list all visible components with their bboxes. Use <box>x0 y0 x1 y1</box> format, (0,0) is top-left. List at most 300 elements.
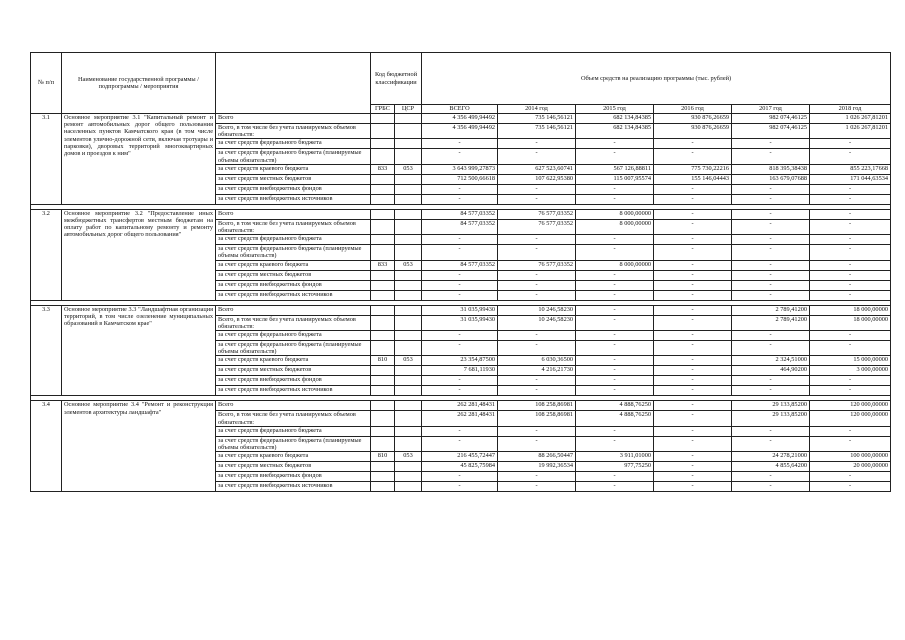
activity-number: 3.4 <box>31 401 62 492</box>
csr-code <box>395 124 422 139</box>
grbs-code <box>371 245 395 260</box>
csr-code: 053 <box>395 452 422 462</box>
blank-header <box>216 53 371 105</box>
amount-cell: - <box>810 219 891 234</box>
amount-cell: - <box>810 209 891 219</box>
amount-cell: 4 855,64200 <box>732 462 810 472</box>
amount-cell: - <box>422 436 498 451</box>
grbs-code <box>371 219 395 234</box>
grbs-code <box>371 315 395 330</box>
csr-code <box>395 436 422 451</box>
amount-cell: - <box>654 401 732 411</box>
csr-code <box>395 386 422 396</box>
amount-cell: 6 030,36500 <box>498 356 576 366</box>
grbs-code <box>371 139 395 149</box>
csr-code <box>395 411 422 426</box>
col-num-header: № п/п <box>31 53 62 114</box>
amount-cell: - <box>732 235 810 245</box>
amount-cell: 464,90200 <box>732 366 810 376</box>
csr-code <box>395 472 422 482</box>
grbs-code: 810 <box>371 452 395 462</box>
amount-cell: - <box>498 386 576 396</box>
amount-cell: - <box>810 386 891 396</box>
csr-code <box>395 270 422 280</box>
amount-cell: - <box>810 194 891 204</box>
amount-cell: - <box>498 426 576 436</box>
activity-name: Основное мероприятие 3.2 "Предоставление иных межбюджетных трансфертов местным бюджетам на оплату работ по капитальному ремонту и ремонту автомобильных дорог общего пользования" <box>62 209 216 300</box>
funding-source-label: за счет средств местных бюджетов <box>216 270 371 280</box>
amount-cell: - <box>422 341 498 356</box>
amount-cell: - <box>422 376 498 386</box>
amount-cell: - <box>654 235 732 245</box>
amount-cell: - <box>576 315 654 330</box>
amount-cell: 171 044,63534 <box>810 174 891 184</box>
amount-cell: - <box>576 280 654 290</box>
amount-cell: 8 000,00000 <box>576 260 654 270</box>
amount-cell: - <box>576 270 654 280</box>
amount-cell: 712 500,66618 <box>422 174 498 184</box>
amount-cell: 108 258,86981 <box>498 401 576 411</box>
amount-cell: - <box>498 280 576 290</box>
amount-cell: 4 216,21730 <box>498 366 576 376</box>
amount-cell: - <box>810 426 891 436</box>
amount-cell: - <box>810 235 891 245</box>
table-row <box>31 305 891 315</box>
amount-cell: - <box>654 436 732 451</box>
amount-cell: - <box>654 462 732 472</box>
grbs-code <box>371 472 395 482</box>
amount-cell: - <box>576 426 654 436</box>
grbs-code <box>371 235 395 245</box>
amount-cell: 108 258,86981 <box>498 411 576 426</box>
funding-source-label: за счет средств местных бюджетов <box>216 174 371 184</box>
activity-number: 3.3 <box>31 305 62 396</box>
grbs-code <box>371 341 395 356</box>
grbs-code <box>371 426 395 436</box>
amount-cell: - <box>498 149 576 164</box>
csr-code <box>395 174 422 184</box>
csr-code <box>395 462 422 472</box>
funding-source-label: Всего, в том числе без учета планируемых объемов обязательств: <box>216 411 371 426</box>
amount-cell: - <box>654 260 732 270</box>
funding-source-label: Всего, в том числе без учета планируемых объемов обязательств: <box>216 315 371 330</box>
grbs-code <box>371 290 395 300</box>
amount-cell: - <box>810 149 891 164</box>
amount-cell: - <box>654 452 732 462</box>
amount-cell: 3 643 999,27873 <box>422 164 498 174</box>
grbs-code <box>371 149 395 164</box>
amount-cell: - <box>732 245 810 260</box>
amount-cell: - <box>654 315 732 330</box>
grbs-code <box>371 436 395 451</box>
grbs-code: 810 <box>371 356 395 366</box>
amount-cell: - <box>732 270 810 280</box>
csr-code <box>395 280 422 290</box>
amount-cell: - <box>576 436 654 451</box>
blank-subheader <box>216 105 371 114</box>
col-csr-header: ЦСР <box>395 105 422 114</box>
amount-cell: - <box>576 472 654 482</box>
amount-cell: 8 000,00000 <box>576 219 654 234</box>
amount-cell: - <box>498 472 576 482</box>
amount-cell: 88 266,50447 <box>498 452 576 462</box>
amount-cell: - <box>576 386 654 396</box>
table-row <box>31 114 891 124</box>
amount-cell: 1 026 267,81201 <box>810 124 891 139</box>
csr-code <box>395 376 422 386</box>
amount-cell: - <box>732 139 810 149</box>
amount-cell: 4 356 499,94492 <box>422 124 498 139</box>
amount-cell: - <box>732 482 810 492</box>
funding-source-label: Всего <box>216 209 371 219</box>
amount-cell: 84 577,03352 <box>422 260 498 270</box>
amount-cell: 100 000,00000 <box>810 452 891 462</box>
amount-cell: - <box>654 270 732 280</box>
amount-cell: - <box>810 331 891 341</box>
amount-cell: 29 133,85200 <box>732 401 810 411</box>
amount-cell: 735 146,56121 <box>498 114 576 124</box>
amount-cell: 31 035,99430 <box>422 305 498 315</box>
amount-cell: - <box>654 376 732 386</box>
amount-cell: 2 324,51000 <box>732 356 810 366</box>
amount-cell: - <box>810 260 891 270</box>
funding-source-label: за счет средств внебюджетных фондов <box>216 184 371 194</box>
funding-source-label: за счет средств федерального бюджета (планируемые объемы обязательств) <box>216 245 371 260</box>
table-row <box>31 209 891 219</box>
col-volume-header: Объем средств на реализацию программы (тыс. рублей) <box>422 53 891 105</box>
amount-cell: - <box>810 290 891 300</box>
amount-cell: - <box>498 184 576 194</box>
csr-code <box>395 401 422 411</box>
amount-cell: - <box>654 386 732 396</box>
budget-table-sheet <box>30 52 890 492</box>
grbs-code <box>371 114 395 124</box>
amount-cell: - <box>422 270 498 280</box>
amount-cell: 977,75250 <box>576 462 654 472</box>
col-year-header: ВСЕГО <box>422 105 498 114</box>
amount-cell: - <box>654 194 732 204</box>
amount-cell: - <box>498 139 576 149</box>
grbs-code <box>371 401 395 411</box>
funding-source-label: Всего, в том числе без учета планируемых объемов обязательств: <box>216 124 371 139</box>
amount-cell: 682 134,84385 <box>576 114 654 124</box>
funding-source-label: за счет средств федерального бюджета (планируемые объемы обязательств) <box>216 436 371 451</box>
amount-cell: - <box>654 366 732 376</box>
grbs-code <box>371 270 395 280</box>
csr-code <box>395 290 422 300</box>
header-row-1 <box>31 53 891 105</box>
col-year-header: 2018 год <box>810 105 891 114</box>
grbs-code <box>371 462 395 472</box>
csr-code <box>395 341 422 356</box>
csr-code <box>395 149 422 164</box>
amount-cell: - <box>576 245 654 260</box>
amount-cell: - <box>422 331 498 341</box>
amount-cell: - <box>732 472 810 482</box>
amount-cell: - <box>576 341 654 356</box>
csr-code <box>395 426 422 436</box>
funding-source-label: за счет средств федерального бюджета (планируемые объемы обязательств) <box>216 149 371 164</box>
amount-cell: - <box>732 194 810 204</box>
funding-source-label: за счет средств внебюджетных источников <box>216 290 371 300</box>
amount-cell: - <box>576 305 654 315</box>
amount-cell: - <box>654 411 732 426</box>
amount-cell: 216 455,72447 <box>422 452 498 462</box>
amount-cell: - <box>732 290 810 300</box>
amount-cell: 4 888,76250 <box>576 401 654 411</box>
amount-cell: 18 000,00000 <box>810 305 891 315</box>
csr-code <box>395 139 422 149</box>
funding-source-label: за счет средств местных бюджетов <box>216 366 371 376</box>
amount-cell: 163 679,07688 <box>732 174 810 184</box>
amount-cell: 3 911,01000 <box>576 452 654 462</box>
amount-cell: - <box>422 386 498 396</box>
amount-cell: - <box>654 219 732 234</box>
amount-cell: 1 026 267,81201 <box>810 114 891 124</box>
amount-cell: 4 356 499,94492 <box>422 114 498 124</box>
amount-cell: 4 888,76250 <box>576 411 654 426</box>
amount-cell: 567 126,88811 <box>576 164 654 174</box>
amount-cell: 15 000,00000 <box>810 356 891 366</box>
funding-source-label: Всего <box>216 401 371 411</box>
amount-cell: 19 992,36534 <box>498 462 576 472</box>
amount-cell: 855 223,17668 <box>810 164 891 174</box>
amount-cell: - <box>422 482 498 492</box>
amount-cell: - <box>576 331 654 341</box>
funding-source-label: за счет средств краевого бюджета <box>216 164 371 174</box>
csr-code <box>395 366 422 376</box>
amount-cell: - <box>422 149 498 164</box>
csr-code: 053 <box>395 164 422 174</box>
activity-name: Основное мероприятие 3.4 "Ремонт и реконструкция элементов архитектуры ландшафта" <box>62 401 216 492</box>
amount-cell: - <box>654 149 732 164</box>
amount-cell: - <box>810 184 891 194</box>
amount-cell: 775 730,22216 <box>654 164 732 174</box>
csr-code <box>395 331 422 341</box>
amount-cell: - <box>422 184 498 194</box>
col-year-header: 2016 год <box>654 105 732 114</box>
amount-cell: - <box>576 149 654 164</box>
amount-cell: - <box>498 245 576 260</box>
amount-cell: - <box>422 280 498 290</box>
col-grbs-header: ГРБС <box>371 105 395 114</box>
amount-cell: - <box>422 139 498 149</box>
amount-cell: - <box>576 235 654 245</box>
grbs-code <box>371 174 395 184</box>
funding-source-label: за счет средств федерального бюджета <box>216 139 371 149</box>
col-year-header: 2017 год <box>732 105 810 114</box>
table-row <box>31 401 891 411</box>
amount-cell: - <box>732 219 810 234</box>
amount-cell: - <box>732 280 810 290</box>
amount-cell: 45 825,75984 <box>422 462 498 472</box>
grbs-code <box>371 376 395 386</box>
col-name-header: Наименование государственной программы / подпрограммы / мероприятия <box>62 53 216 114</box>
csr-code <box>395 184 422 194</box>
amount-cell: - <box>654 245 732 260</box>
amount-cell: 20 000,00000 <box>810 462 891 472</box>
csr-code <box>395 315 422 330</box>
csr-code <box>395 194 422 204</box>
amount-cell: - <box>654 184 732 194</box>
amount-cell: 10 246,58230 <box>498 315 576 330</box>
activity-number: 3.2 <box>31 209 62 300</box>
amount-cell: - <box>732 209 810 219</box>
amount-cell: 24 278,21000 <box>732 452 810 462</box>
amount-cell: - <box>654 139 732 149</box>
funding-source-label: за счет средств внебюджетных фондов <box>216 472 371 482</box>
amount-cell: 84 577,03352 <box>422 219 498 234</box>
csr-code <box>395 209 422 219</box>
amount-cell: - <box>576 194 654 204</box>
amount-cell: 107 622,95380 <box>498 174 576 184</box>
csr-code <box>395 482 422 492</box>
grbs-code <box>371 386 395 396</box>
csr-code: 053 <box>395 260 422 270</box>
grbs-code: 833 <box>371 164 395 174</box>
grbs-code <box>371 194 395 204</box>
amount-cell: - <box>654 305 732 315</box>
amount-cell: - <box>576 356 654 366</box>
amount-cell: - <box>422 290 498 300</box>
amount-cell: 76 577,03352 <box>498 219 576 234</box>
amount-cell: - <box>576 139 654 149</box>
amount-cell: - <box>732 341 810 356</box>
amount-cell: - <box>422 426 498 436</box>
amount-cell: - <box>810 270 891 280</box>
amount-cell: 31 035,99430 <box>422 315 498 330</box>
amount-cell: - <box>732 184 810 194</box>
amount-cell: - <box>576 290 654 300</box>
amount-cell: 930 876,26659 <box>654 114 732 124</box>
amount-cell: 18 000,00000 <box>810 315 891 330</box>
amount-cell: 29 133,85200 <box>732 411 810 426</box>
amount-cell: - <box>654 482 732 492</box>
amount-cell: - <box>654 426 732 436</box>
grbs-code <box>371 209 395 219</box>
amount-cell: - <box>498 341 576 356</box>
amount-cell: - <box>810 245 891 260</box>
amount-cell: - <box>498 290 576 300</box>
amount-cell: - <box>810 376 891 386</box>
amount-cell: 155 146,04443 <box>654 174 732 184</box>
funding-source-label: за счет средств внебюджетных источников <box>216 386 371 396</box>
amount-cell: 76 577,03352 <box>498 260 576 270</box>
funding-source-label: за счет средств краевого бюджета <box>216 452 371 462</box>
grbs-code <box>371 366 395 376</box>
grbs-code <box>371 331 395 341</box>
funding-source-label: за счет средств внебюджетных фондов <box>216 280 371 290</box>
amount-cell: 120 000,00000 <box>810 411 891 426</box>
amount-cell: - <box>732 376 810 386</box>
amount-cell: - <box>654 472 732 482</box>
funding-source-label: за счет средств внебюджетных источников <box>216 482 371 492</box>
amount-cell: 8 000,00000 <box>576 209 654 219</box>
amount-cell: - <box>498 376 576 386</box>
csr-code: 053 <box>395 356 422 366</box>
amount-cell: 930 876,26659 <box>654 124 732 139</box>
funding-source-label: за счет средств краевого бюджета <box>216 356 371 366</box>
funding-source-label: Всего <box>216 305 371 315</box>
csr-code <box>395 305 422 315</box>
amount-cell: 23 354,87500 <box>422 356 498 366</box>
funding-source-label: Всего, в том числе без учета планируемых объемов обязательств: <box>216 219 371 234</box>
amount-cell: - <box>498 482 576 492</box>
amount-cell: - <box>498 235 576 245</box>
amount-cell: - <box>498 436 576 451</box>
amount-cell: 818 395,38438 <box>732 164 810 174</box>
amount-cell: - <box>422 235 498 245</box>
amount-cell: - <box>654 209 732 219</box>
amount-cell: - <box>422 194 498 204</box>
amount-cell: 10 246,58230 <box>498 305 576 315</box>
amount-cell: - <box>732 260 810 270</box>
amount-cell: 2 789,41200 <box>732 315 810 330</box>
amount-cell: - <box>810 436 891 451</box>
csr-code <box>395 114 422 124</box>
funding-source-label: за счет средств федерального бюджета <box>216 426 371 436</box>
amount-cell: - <box>810 482 891 492</box>
grbs-code <box>371 280 395 290</box>
grbs-code <box>371 305 395 315</box>
amount-cell: - <box>498 194 576 204</box>
amount-cell: 982 074,46125 <box>732 124 810 139</box>
amount-cell: - <box>422 245 498 260</box>
amount-cell: - <box>576 482 654 492</box>
grbs-code <box>371 482 395 492</box>
amount-cell: - <box>732 149 810 164</box>
amount-cell: - <box>498 270 576 280</box>
col-year-header: 2015 год <box>576 105 654 114</box>
col-code-header: Код бюджетной классификации <box>371 53 422 105</box>
amount-cell: 262 281,48431 <box>422 411 498 426</box>
amount-cell: - <box>654 290 732 300</box>
amount-cell: 115 007,95574 <box>576 174 654 184</box>
funding-source-label: за счет средств федерального бюджета <box>216 331 371 341</box>
funding-source-label: Всего <box>216 114 371 124</box>
amount-cell: - <box>732 331 810 341</box>
amount-cell: 682 134,84385 <box>576 124 654 139</box>
funding-source-label: за счет средств внебюджетных фондов <box>216 376 371 386</box>
amount-cell: 262 281,48431 <box>422 401 498 411</box>
amount-cell: - <box>654 280 732 290</box>
activity-number: 3.1 <box>31 114 62 205</box>
amount-cell: 7 681,11930 <box>422 366 498 376</box>
grbs-code <box>371 124 395 139</box>
amount-cell: - <box>576 366 654 376</box>
amount-cell: 735 146,56121 <box>498 124 576 139</box>
amount-cell: - <box>732 426 810 436</box>
col-year-header: 2014 год <box>498 105 576 114</box>
amount-cell: - <box>576 376 654 386</box>
amount-cell: - <box>576 184 654 194</box>
amount-cell: - <box>732 386 810 396</box>
activity-name: Основное мероприятие 3.3 "Ландшафтная организация территорий, в том числе озеленение муниципальных образований в Камчатском крае" <box>62 305 216 396</box>
amount-cell: 84 577,03352 <box>422 209 498 219</box>
amount-cell: 3 000,00000 <box>810 366 891 376</box>
amount-cell: - <box>654 356 732 366</box>
amount-cell: - <box>810 139 891 149</box>
amount-cell: - <box>810 280 891 290</box>
funding-source-label: за счет средств краевого бюджета <box>216 260 371 270</box>
funding-source-label: за счет средств местных бюджетов <box>216 462 371 472</box>
grbs-code <box>371 411 395 426</box>
amount-cell: 627 523,60741 <box>498 164 576 174</box>
amount-cell: - <box>810 472 891 482</box>
grbs-code: 833 <box>371 260 395 270</box>
amount-cell: - <box>654 341 732 356</box>
funding-source-label: за счет средств федерального бюджета (планируемые объемы обязательств) <box>216 341 371 356</box>
